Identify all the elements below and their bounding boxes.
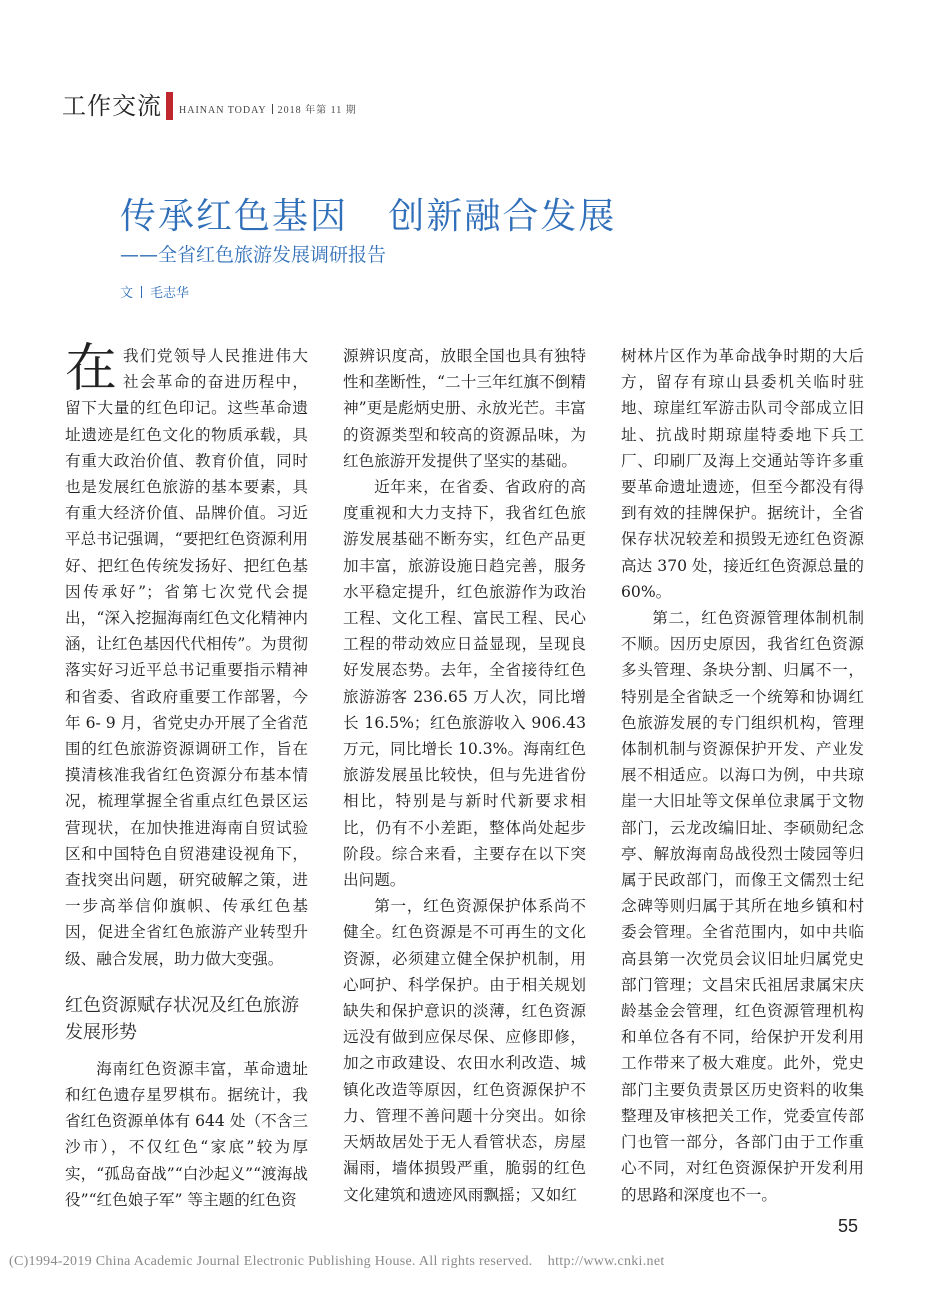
section-title: 工作交流 — [62, 92, 162, 120]
page-number: 55 — [838, 1216, 859, 1236]
article-title: 传承红色基因 创新融合发展 — [120, 196, 617, 237]
section-heading: 红色资源赋存状况及红色旅游发展形势 — [65, 994, 299, 1043]
magazine-name: HAINAN TODAY — [179, 105, 267, 116]
paragraph: 近年来，在省委、省政府的高度重视和大力支持下，我省红色旅游发展基础不断夯实，红色产品更加丰富，旅游设施日趋完善，服务水平稳定提升，红色旅游作为政治工程、文化工程、富民工程、民心工程的带动效应日益显现，呈现良好发展态势。去年，全省接待红色旅游游客 236.65 万人次，同比增长 16.5%；红色旅游收入 906.43 万元，同比增长 10.3%。海南红色旅游发展虽比较快，但与先进省份相比，特别是与新时代新要求相比，仍有不小差距，整体尚处起步阶段。综合来看，主要存在以下突出问题。 — [343, 478, 586, 890]
divider — [272, 104, 273, 114]
text-column-1 — [65, 339, 308, 1213]
paragraph: 第一，红色资源保护体系尚不健全。红色资源是不可再生的文化资源，必须建立健全保护机制，用心呵护、科学保护。由于相关规划缺失和保护意识的淡薄，红色资源远没有做到应保尽保、应修即修，加之市政建设、农田水利改造、城镇化改造等原因，红色资源保护不力、管理不善问题十分突出。如徐天炳故居处于无人看管状态，房屋漏雨，墙体损毁严重，脆弱的红色文化建筑和遗迹风雨飘摇；又如红 — [343, 897, 586, 1204]
article-subtitle: ——全省红色旅游发展调研报告 — [120, 244, 387, 266]
paragraph — [65, 339, 308, 972]
paragraph: 海南红色资源丰富，革命遗址和红色遗存星罗棋布。据统计，我省红色资源单体有 644 处（不含三沙市），不仅红色“家底”较为厚实，“孤岛奋战”“白沙起义”“渡海战役”“红色娘子军” 等主题的红色资 — [65, 1059, 308, 1209]
text-column-3 — [621, 343, 864, 1208]
byline — [120, 282, 189, 301]
drop-cap: 在 — [65, 339, 118, 399]
paragraph-text: 我们党领导人民推进伟大社会革命的奋进历程中，留下大量的红色印记。这些革命遗址遗迹是红色文化的物质承载，具有重大政治价值、教育价值，同时也是发展红色旅游的基本要素，具有重大经济价值、品牌价值。习近平总书记强调，“要把红色资源利用好、把红色传统发扬好、把红色基因传承好”；省第七次党代会提出，“深入挖掘海南红色文化精神内涵，让红色基因代代相传”。为贯彻落实好习近平总书记重要指示精神和省委、省政府重要工作部署，今年 6- 9 月，省党史办开展了全省范围的红色旅游资源调研工作，旨在摸清核准我省红色资源分布基本情况，梳理掌握全省重点红色景区运营现状，在加快推进海南自贸试验区和中国特色自贸港建设视角下，查找突出问题，研究破解之策，进一步高举信仰旗帜、传承红色基因，促进全省红色旅游产业转型升级、融合发展，助力做大变强。 — [65, 347, 308, 968]
publication-info — [179, 101, 357, 116]
paragraph: 树林片区作为革命战争时期的大后方，留存有琼山县委机关临时驻地、琼崖红军游击队司令部成立旧址、抗战时期琼崖特委地下兵工厂、印刷厂及海上交通站等许多重要革命遗址遗迹，但至今都没有得到有效的挂牌保护。据统计，全省保存状况较差和损毁无迹红色资源高达 370 处，接近红色资源总量的 60%。 — [621, 347, 864, 601]
author-name: 毛志华 — [150, 286, 190, 301]
issue-number: 2018 年第 11 期 — [277, 105, 357, 116]
red-accent-bar — [166, 92, 173, 120]
text-column-2 — [343, 343, 586, 1208]
journal-header — [62, 88, 357, 120]
divider — [141, 286, 142, 298]
paragraph: 第二，红色资源管理体制机制不顺。因历史原因，我省红色资源多头管理、条块分割、归属不一，特别是全省缺乏一个统筹和协调红色旅游发展的专门组织机构，管理体制机制与资源保护开发、产业发展不相适应。以海口为例，中共琼崖一大旧址等文保单位隶属于文物部门，云龙改编旧址、李硕勋纪念亭、解放海南岛战役烈士陵园等归属于民政部门，而像王文儒烈士纪念碑等则归属于其所在地乡镇和村委会管理。全省范围内，如中共临高县第一次党员会议旧址归属党史部门管理；文昌宋氏祖居隶属宋庆龄基金会管理，红色资源管理机构和单位各有不同，给保护开发利用工作带来了极大难度。此外，党史部门主要负责景区历史资料的收集整理及审核把关工作，党委宣传部门也管一部分，各部门由于工作重心不同，对红色资源保护开发利用的思路和深度也不一。 — [621, 609, 864, 1204]
copyright-footer: (C)1994-2019 China Academic Journal Electronic Publishing House. All rights reserved. http://www.cnki.net — [9, 1254, 665, 1269]
paragraph: 源辨识度高，放眼全国也具有独特性和垄断性，“二十三年红旗不倒精神”更是彪炳史册、永放光芒。丰富的资源类型和较高的资源品味，为红色旅游开发提供了坚实的基础。 — [343, 347, 586, 470]
author-prefix: 文 — [120, 286, 134, 301]
